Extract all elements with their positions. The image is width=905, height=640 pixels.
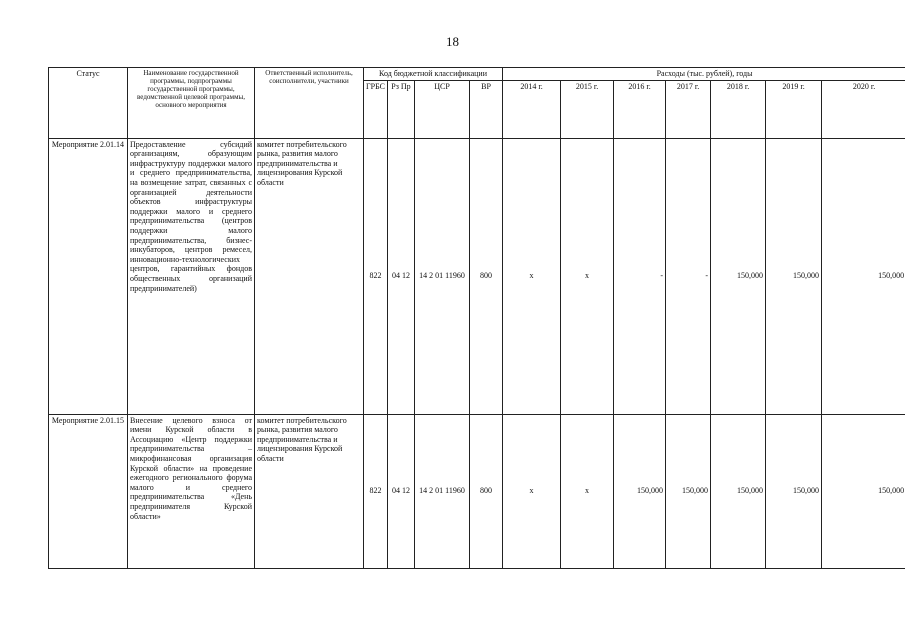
row-rzpr: 04 12 — [388, 414, 415, 568]
header-year-2015: 2015 г. — [561, 80, 614, 138]
row-2018: 150,000 — [711, 414, 766, 568]
header-year-2018: 2018 г. — [711, 80, 766, 138]
row-rzpr: 04 12 — [388, 138, 415, 414]
row-grbs: 822 — [364, 138, 388, 414]
row-2019: 150,000 — [766, 414, 822, 568]
page-number: 18 — [446, 34, 459, 49]
header-expenses: Расходы (тыс. рублей), годы — [503, 68, 905, 81]
row-csr: 14 2 01 11960 — [415, 138, 470, 414]
row-2018: 150,000 — [711, 138, 766, 414]
row-name: Внесение целевого взноса от имени Курской области в Ассоциацию «Центр поддержки предпринимательства – микрофинансовая организация Курской области» на проведение ежегодного регионального форума малого и среднего предпринимательства «День предпринимателя Курской области» — [128, 414, 255, 568]
table-row — [49, 138, 905, 414]
header-executor: Ответственный исполнитель, соисполнители, участники — [255, 68, 364, 139]
header-year-2020: 2020 г. — [822, 80, 905, 138]
row-2016: 150,000 — [614, 414, 666, 568]
header-name: Наименование государственной программы, подпрограммы государственной программы, ведомственной целевой программы, основного мероприятия — [128, 68, 255, 139]
row-vr: 800 — [470, 414, 503, 568]
row-name: Предоставление субсидий организациям, образующим инфраструктуру поддержки малого и среднего предпринимательства, на возмещение затрат, связанных с организацией деятельности объектов инфраструктуры поддержки малого и среднего предпринимательства (центров поддержки малого предпринимательства, бизнес-инкубаторов, центров ремесел, инновационно-технологических центров, гарантийных фондов общественных организаций предпринимателей) — [128, 138, 255, 414]
row-2017: - — [666, 138, 711, 414]
row-status: Мероприятие 2.01.15 — [49, 414, 128, 568]
budget-table — [48, 67, 905, 569]
row-executor: комитет потребительского рынка, развития малого предпринимательства и лицензирования Курской области — [255, 414, 364, 568]
row-2015: х — [561, 138, 614, 414]
row-csr: 14 2 01 11960 — [415, 414, 470, 568]
header-budget-code: Код бюджетной классификации — [364, 68, 503, 81]
header-year-2017: 2017 г. — [666, 80, 711, 138]
row-executor: комитет потребительского рынка, развития малого предпринимательства и лицензирования Курской области — [255, 138, 364, 414]
header-year-2014: 2014 г. — [503, 80, 561, 138]
header-csr: ЦСР — [415, 80, 470, 138]
row-grbs: 822 — [364, 414, 388, 568]
row-vr: 800 — [470, 138, 503, 414]
header-rzpr: Рз Пр — [388, 80, 415, 138]
row-2015: х — [561, 414, 614, 568]
row-status: Мероприятие 2.01.14 — [49, 138, 128, 414]
table-row — [49, 414, 905, 568]
header-status: Статус — [49, 68, 128, 139]
row-2017: 150,000 — [666, 414, 711, 568]
row-2014: х — [503, 414, 561, 568]
row-2020: 150,000 — [822, 138, 905, 414]
header-year-2016: 2016 г. — [614, 80, 666, 138]
row-2019: 150,000 — [766, 138, 822, 414]
row-2016: - — [614, 138, 666, 414]
header-grbs: ГРБС — [364, 80, 388, 138]
header-year-2019: 2019 г. — [766, 80, 822, 138]
header-vr: ВР — [470, 80, 503, 138]
row-2020: 150,000 — [822, 414, 905, 568]
header-row-1 — [49, 68, 905, 81]
row-2014: х — [503, 138, 561, 414]
